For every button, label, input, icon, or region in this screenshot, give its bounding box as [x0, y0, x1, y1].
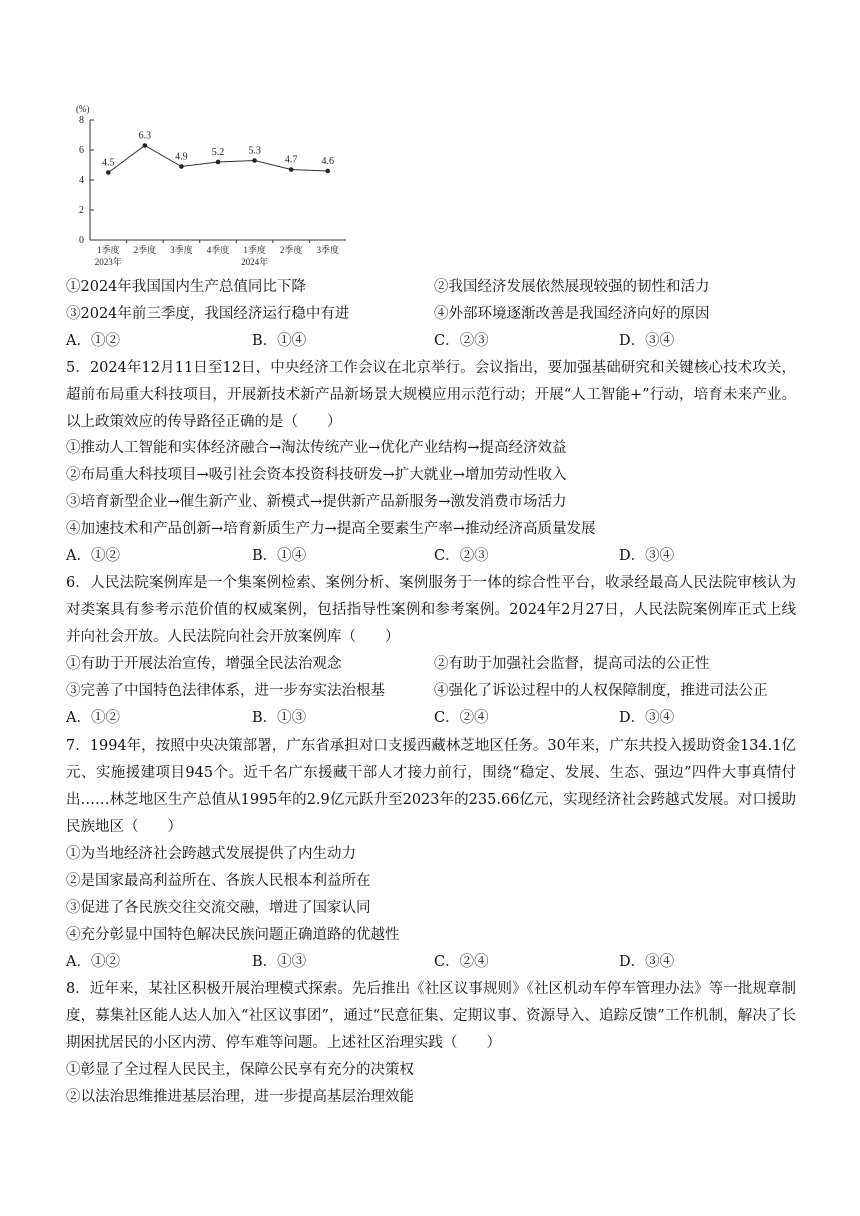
q6-statement-4: ④强化了诉讼过程中的人权保障制度，推进司法公正: [434, 683, 768, 699]
q8-statement-2: ②以法治思维推进基层治理，进一步提高基层治理效能: [66, 1089, 414, 1105]
data-point: [289, 167, 294, 172]
q7-option-c[interactable]: C．②④: [434, 954, 489, 970]
q6-row-1: [66, 654, 806, 674]
x-tick-label: 2季度: [133, 245, 157, 255]
q4-option-d[interactable]: D．③④: [619, 333, 675, 349]
x-tick-label: 1季度: [97, 245, 120, 255]
q7-statement-2: ②是国家最高利益所在、各族人民根本利益所在: [66, 873, 371, 889]
q5-stem: 5．2024年12月11日至12日，中央经济工作会议在北京举行。会议指出，要加强基础研究和关键核心技术攻关，超前布局重大科技项目，开展新技术新产品新场景大规模应用示范行动；开展“人工智能+”行动，培育未来产业。以上政策效应的传导路径正确的是（ ）: [66, 360, 796, 430]
x-tick-label: 3季度: [316, 245, 339, 255]
y-unit-label: (%): [76, 104, 90, 114]
q4-row-2: [66, 304, 806, 324]
q7-options: [66, 952, 806, 972]
q6-option-b[interactable]: B．①③: [252, 710, 307, 726]
q5-statement-4: ④加速技术和产品创新→培育新质生产力→提高全要素生产率→推动经济高质量发展: [66, 521, 596, 537]
q4-options: [66, 331, 806, 351]
q6-option-c[interactable]: C．②④: [434, 710, 489, 726]
data-label: 6.3: [138, 130, 152, 142]
q6-option-a[interactable]: A．①②: [66, 710, 120, 726]
q7-statement-3: ③促进了各民族交往交流交融，增进了国家认同: [66, 900, 371, 916]
q6-row-2: [66, 681, 806, 701]
data-point: [216, 160, 221, 165]
y-tick-label: 2: [79, 205, 84, 216]
year-label: 2024年: [241, 257, 269, 267]
q7-statement-4: ④充分彰显中国特色解决民族问题正确道路的优越性: [66, 927, 400, 943]
q5-option-b[interactable]: B．①④: [252, 548, 307, 564]
q4-statement-4: ④外部环境逐渐改善是我国经济向好的原因: [434, 306, 710, 322]
q5-statement-2: ②布局重大科技项目→吸引社会资本投资科技研发→扩大就业→增加劳动性收入: [66, 467, 567, 483]
data-point: [106, 170, 111, 175]
q5-options: [66, 546, 806, 566]
q5-statement-3: ③培育新型企业→催生新产业、新模式→提供新产品新服务→激发消费市场活力: [66, 494, 567, 510]
data-label: 5.2: [211, 147, 225, 158]
data-point: [143, 143, 148, 148]
q4-statement-3: ③2024年前三季度，我国经济运行稳中有进: [66, 306, 350, 322]
x-tick-label: 3季度: [170, 245, 193, 255]
q7-option-b[interactable]: B．①③: [252, 954, 307, 970]
q4-row-1: [66, 277, 806, 297]
q6-stem: 6．人民法院案例库是一个集案例检索、案例分析、案例服务于一体的综合性平台，收录经最高人民法院审核认为对类案具有参考示范价值的权威案例，包括指导性案例和参考案例。2024年2月27日，人民法院案例库正式上线并向社会开放。人民法院向社会开放案例库（ ）: [66, 575, 796, 645]
y-tick-label: 6: [79, 145, 84, 156]
q6-statement-1: ①有助于开展法治宣传，增强全民法治观念: [66, 656, 342, 672]
q5-option-a[interactable]: A．①②: [66, 548, 120, 564]
q7-option-a[interactable]: A．①②: [66, 954, 120, 970]
x-tick-label: 1季度: [243, 245, 266, 255]
q4-option-c[interactable]: C．②③: [434, 333, 489, 349]
q6-options: [66, 708, 806, 728]
q4-option-b[interactable]: B．①④: [252, 333, 307, 349]
q6-option-d[interactable]: D．③④: [619, 710, 675, 726]
q6-statement-3: ③完善了中国特色法律体系，进一步夯实法治根基: [66, 683, 385, 699]
q4-statement-1: ①2024年我国国内生产总值同比下降: [66, 279, 306, 295]
y-tick-label: 0: [79, 235, 84, 246]
q6-statement-2: ②有助于加强社会监督，提高司法的公正性: [434, 656, 710, 672]
q7-option-d[interactable]: D．③④: [619, 954, 675, 970]
q5-option-c[interactable]: C．②③: [434, 548, 489, 564]
data-label: 5.3: [248, 145, 261, 157]
q5-option-d[interactable]: D．③④: [619, 548, 675, 564]
data-label: 4.6: [321, 156, 334, 167]
q4-option-a[interactable]: A．①②: [66, 333, 120, 349]
data-label: 4.7: [284, 154, 298, 166]
gdp-growth-chart: [66, 96, 356, 276]
gdp-growth-line-chart: [66, 96, 356, 276]
q8-statement-1: ①彰显了全过程人民民主，保障公民享有充分的决策权: [66, 1062, 414, 1078]
q7-statement-1: ①为当地经济社会跨越式发展提供了内生动力: [66, 846, 356, 862]
q7-stem: 7．1994年，按照中央决策部署，广东省承担对口支援西藏林芝地区任务。30年来，广东共投入援助资金134.1亿元、实施援建项目945个。近千名广东援藏干部人才接力前行，围绕“稳定、发展、生态、强边”四件大事真情付出……林芝地区生产总值从1995年的2.9亿元跃升至2023年的235.66亿元，实现经济社会跨越式发展。对口援助民族地区（ ）: [66, 738, 796, 835]
data-label: 4.9: [175, 151, 188, 163]
x-tick-label: 2季度: [279, 245, 303, 255]
q4-statement-2: ②我国经济发展依然展现较强的韧性和活力: [434, 279, 710, 295]
y-tick-label: 4: [79, 175, 84, 186]
y-tick-label: 8: [79, 115, 84, 126]
data-label: 4.5: [102, 157, 115, 169]
q8-stem: 8．近年来，某社区积极开展治理模式探索。先后推出《社区议事规则》《社区机动车停车管理办法》等一批规章制度，募集社区能人达人加入“社区议事团”，通过“民意征集、定期议事、资源导入、追踪反馈”工作机制，解决了长期困扰居民的小区内涝、停车难等问题。上述社区治理实践（ ）: [66, 981, 796, 1051]
year-label: 2023年: [94, 257, 122, 267]
q5-statement-1: ①推动人工智能和实体经济融合→淘汰传统产业→优化产业结构→提高经济效益: [66, 440, 567, 456]
data-point: [179, 164, 184, 169]
data-point: [325, 169, 330, 174]
x-tick-label: 4季度: [206, 245, 230, 255]
data-point: [252, 158, 257, 163]
